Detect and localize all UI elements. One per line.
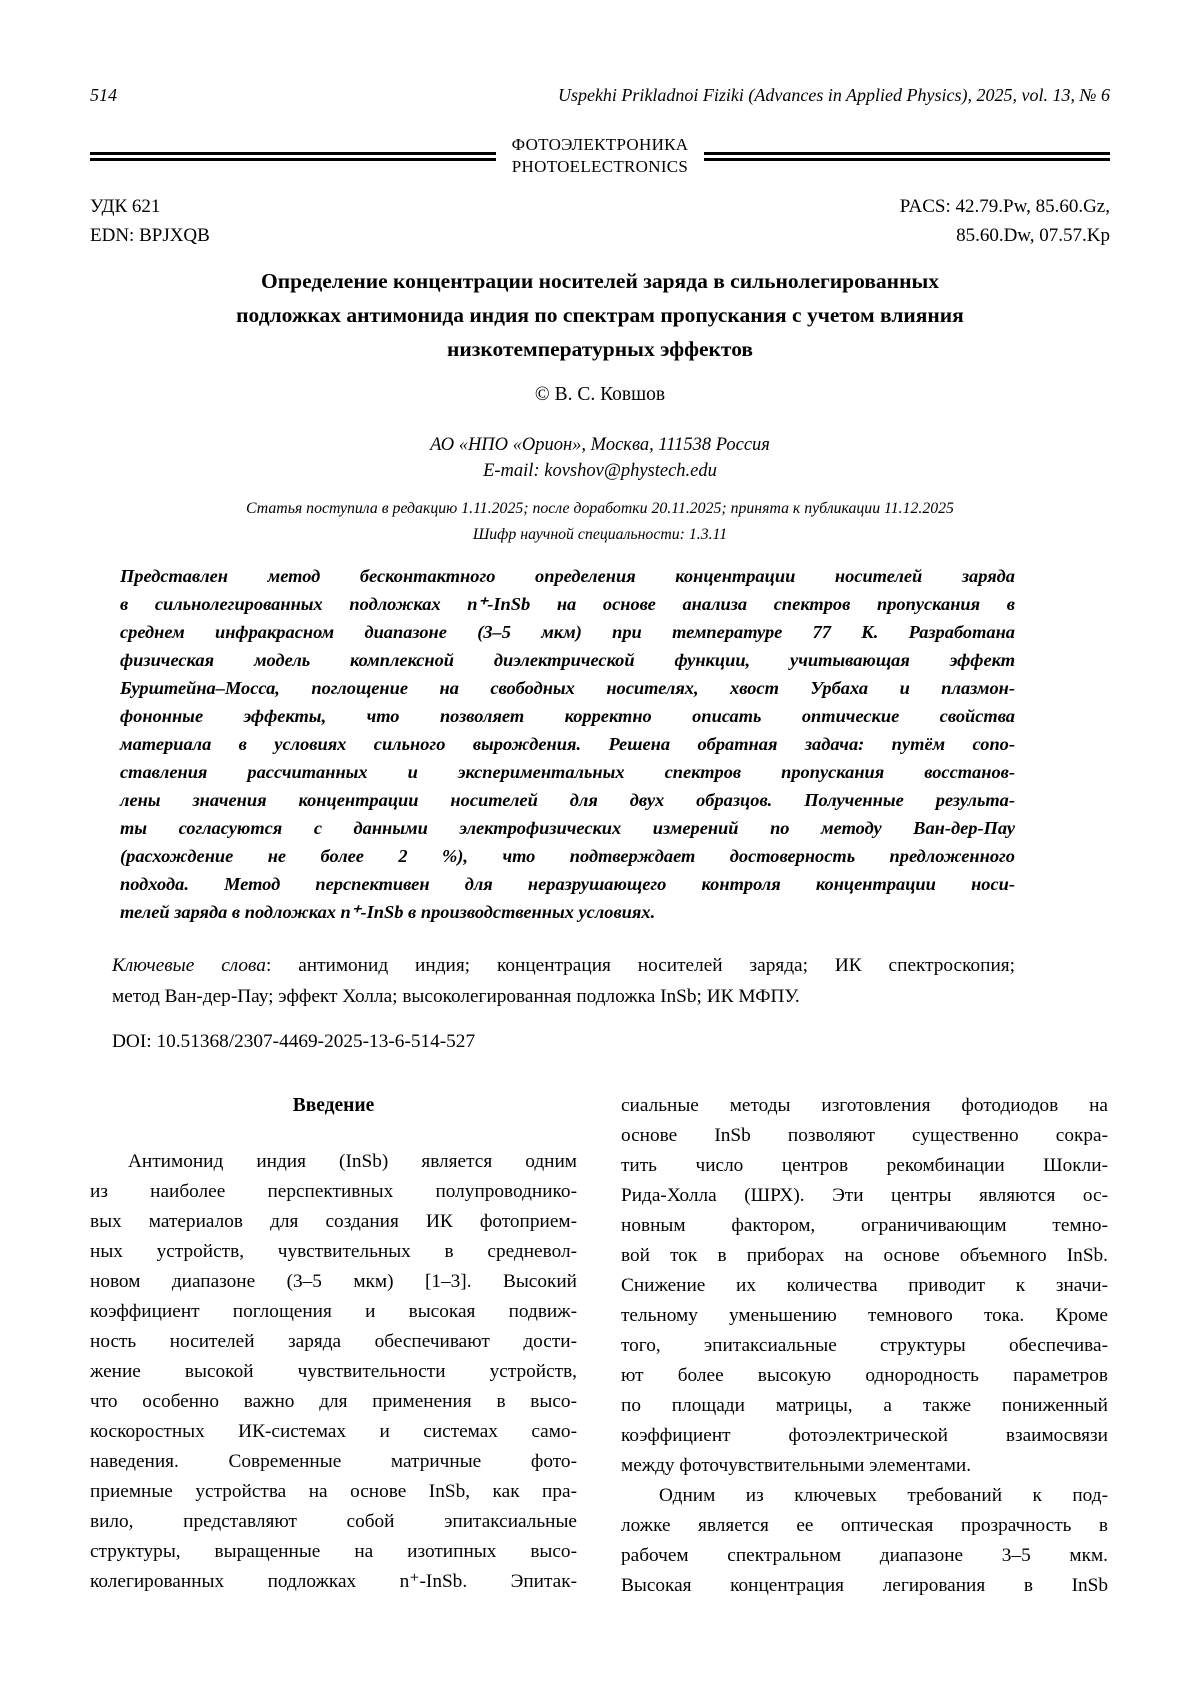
doi: DOI: 10.51368/2307-4469-2025-13-6-514-527 bbox=[112, 1031, 476, 1052]
keywords-line-2: метод Ван-дер-Пау; эффект Холла; высоколегированная подложка InSb; ИК МФПУ. bbox=[112, 986, 800, 1007]
submission-info bbox=[90, 496, 1110, 548]
article-title bbox=[90, 264, 1110, 366]
edn-code: EDN: BPJXQB bbox=[90, 225, 210, 246]
body-text-line: ных устройств, чувствительных в средневол- bbox=[90, 1241, 577, 1262]
body-text-line: между фоточувствительными элементами. bbox=[621, 1455, 972, 1476]
pacs-line-2: 85.60.Dw, 07.57.Kp bbox=[956, 225, 1110, 246]
body-text-line: основе InSb позволяют существенно сокра- bbox=[621, 1125, 1108, 1146]
keywords-line-1 bbox=[112, 950, 1015, 981]
abstract-line: ставления рассчитанных и экспериментальных спектров пропускания восстанов- bbox=[120, 762, 1015, 782]
abstract bbox=[120, 562, 1015, 926]
article-title-line: низкотемпературных эффектов bbox=[446, 337, 754, 361]
abstract-line: Бурштейна–Мосса, поглощение на свободных носителях, хвост Урбаха и плазмон- bbox=[120, 678, 1015, 698]
body-text-line: новным фактором, ограничивающим темно- bbox=[621, 1215, 1108, 1236]
abstract-line: материала в условиях сильного вырождения. Решена обратная задача: путём сопо- bbox=[120, 734, 1015, 754]
body-text-line: Антимонид индия (InSb) является одним bbox=[128, 1151, 577, 1172]
body-text-line: коскоростных ИК-системах и системах само- bbox=[90, 1421, 577, 1442]
right-column bbox=[621, 1091, 1108, 1601]
abstract-line: (расхождение не более 2 %), что подтверждает достоверность предложенного bbox=[120, 846, 1015, 866]
affiliation: АО «НПО «Орион», Москва, 111538 Россия bbox=[430, 435, 770, 455]
body-text-line: Рида-Холла (ШРХ). Эти центры являются ос- bbox=[621, 1185, 1108, 1206]
body-text-line: Снижение их количества приводит к значи- bbox=[621, 1275, 1108, 1296]
body-text-line: тить число центров рекомбинации Шокли- bbox=[621, 1155, 1108, 1176]
banner-rule-left bbox=[90, 152, 496, 161]
page-number: 514 bbox=[90, 85, 117, 105]
body-text-line: коэффициент фотоэлектрической взаимосвязи bbox=[621, 1425, 1108, 1446]
udk-edn-block bbox=[90, 192, 210, 250]
left-column-text bbox=[90, 1147, 577, 1597]
abstract-line: среднем инфракрасном диапазоне (3–5 мкм) при температуре 77 К. Разработана bbox=[120, 622, 1015, 642]
section-banner bbox=[90, 134, 1110, 178]
section-name-ru: ФОТОЭЛЕКТРОНИКА bbox=[511, 135, 689, 154]
article-title-line: подложках антимонида индия по спектрам пропускания с учетом влияния bbox=[236, 303, 964, 327]
body-text-line: колегированных подложках n⁺-InSb. Эпитак- bbox=[90, 1571, 577, 1592]
abstract-line: подхода. Метод перспективен для неразрушающего контроля концентрации носи- bbox=[120, 874, 1015, 894]
introduction-heading: Введение bbox=[292, 1095, 375, 1116]
keywords-label: Ключевые слова bbox=[112, 955, 266, 976]
keywords-block bbox=[112, 950, 1015, 1012]
specialty-code: Шифр научной специальности: 1.3.11 bbox=[472, 526, 728, 543]
section-name-en: PHOTOELECTRONICS bbox=[511, 157, 689, 176]
abstract-line: Представлен метод бесконтактного определения концентрации носителей заряда bbox=[120, 566, 1015, 586]
body-text-line: что особенно важно для применения в высо- bbox=[90, 1391, 577, 1412]
section-name bbox=[496, 134, 705, 178]
author-email: E-mail: kovshov@phystech.edu bbox=[483, 461, 717, 481]
body-text-line: наведения. Современные матричные фото- bbox=[90, 1451, 577, 1472]
body-text-line: вило, представляют собой эпитаксиальные bbox=[90, 1511, 577, 1532]
affiliation-block bbox=[90, 432, 1110, 484]
body-text-line: ют более высокую однородность параметров bbox=[621, 1365, 1108, 1386]
body-text-line: из наиболее перспективных полупроводнико- bbox=[90, 1181, 577, 1202]
abstract-line: ты согласуются с данными электрофизических измерений по методу Ван-дер-Пау bbox=[120, 818, 1015, 838]
body-text-line: коэффициент поглощения и высокая подвиж- bbox=[90, 1301, 577, 1322]
body-text-line: по площади матрицы, а также пониженный bbox=[621, 1395, 1108, 1416]
body-text-line: того, эпитаксиальные структуры обеспечива- bbox=[621, 1335, 1108, 1356]
body-text-line: ность носителей заряда обеспечивают дости- bbox=[90, 1331, 577, 1352]
body-text-line: вых материалов для создания ИК фотоприем- bbox=[90, 1211, 577, 1232]
author-name: © В. С. Ковшов bbox=[534, 384, 666, 405]
right-column-text bbox=[621, 1091, 1108, 1601]
body-text-line: приемные устройства на основе InSb, как пра- bbox=[90, 1481, 577, 1502]
left-column bbox=[90, 1091, 577, 1601]
pacs-line-1: PACS: 42.79.Pw, 85.60.Gz, bbox=[899, 196, 1110, 217]
body-text-line: сиальные методы изготовления фотодиодов на bbox=[621, 1095, 1108, 1116]
keywords-list-1: : антимонид индия; концентрация носителей заряда; ИК спектроскопия; bbox=[265, 955, 1015, 976]
running-head bbox=[90, 84, 1110, 106]
body-text-line: тельному уменьшению темнового тока. Кроме bbox=[621, 1305, 1108, 1326]
body-text-line: новом диапазоне (3–5 мкм) [1–3]. Высокий bbox=[90, 1271, 577, 1292]
body-text-line: ложке является ее оптическая прозрачность в bbox=[621, 1515, 1108, 1536]
introduction-section bbox=[90, 1091, 1110, 1601]
banner-rule-right bbox=[704, 152, 1110, 161]
article-codes bbox=[90, 192, 1110, 250]
abstract-line: физическая модель комплексной диэлектрической функции, учитывающая эффект bbox=[120, 650, 1015, 670]
abstract-line: лены значения концентрации носителей для двух образцов. Полученные результа- bbox=[120, 790, 1015, 810]
body-text-line: вой ток в приборах на основе объемного InSb. bbox=[621, 1245, 1108, 1266]
udk-code: УДК 621 bbox=[90, 196, 161, 217]
abstract-line: телей заряда в подложках n⁺-InSb в производственных условиях. bbox=[120, 902, 656, 922]
body-text-line: структуры, выращенные на изотипных высо- bbox=[90, 1541, 577, 1562]
body-text-line: жение высокой чувствительности устройств, bbox=[90, 1361, 577, 1382]
received-dates: Статья поступила в редакцию 1.11.2025; после доработки 20.11.2025; принята к публикации 11.12.2025 bbox=[246, 500, 954, 517]
article-title-line: Определение концентрации носителей заряда в сильнолегированных bbox=[261, 269, 939, 293]
pacs-block bbox=[900, 192, 1110, 250]
body-text-line: рабочем спектральном диапазоне 3–5 мкм. bbox=[621, 1545, 1108, 1566]
abstract-line: в сильнолегированных подложках n⁺-InSb на основе анализа спектров пропускания в bbox=[120, 594, 1015, 614]
body-text-line: Одним из ключевых требований к под- bbox=[659, 1485, 1108, 1506]
journal-title: Uspekhi Prikladnoi Fiziki (Advances in Applied Physics), 2025, vol. 13, № 6 bbox=[557, 85, 1110, 105]
abstract-line: фононные эффекты, что позволяет корректно описать оптические свойства bbox=[120, 706, 1015, 726]
body-text-line: Высокая концентрация легирования в InSb bbox=[621, 1575, 1108, 1596]
